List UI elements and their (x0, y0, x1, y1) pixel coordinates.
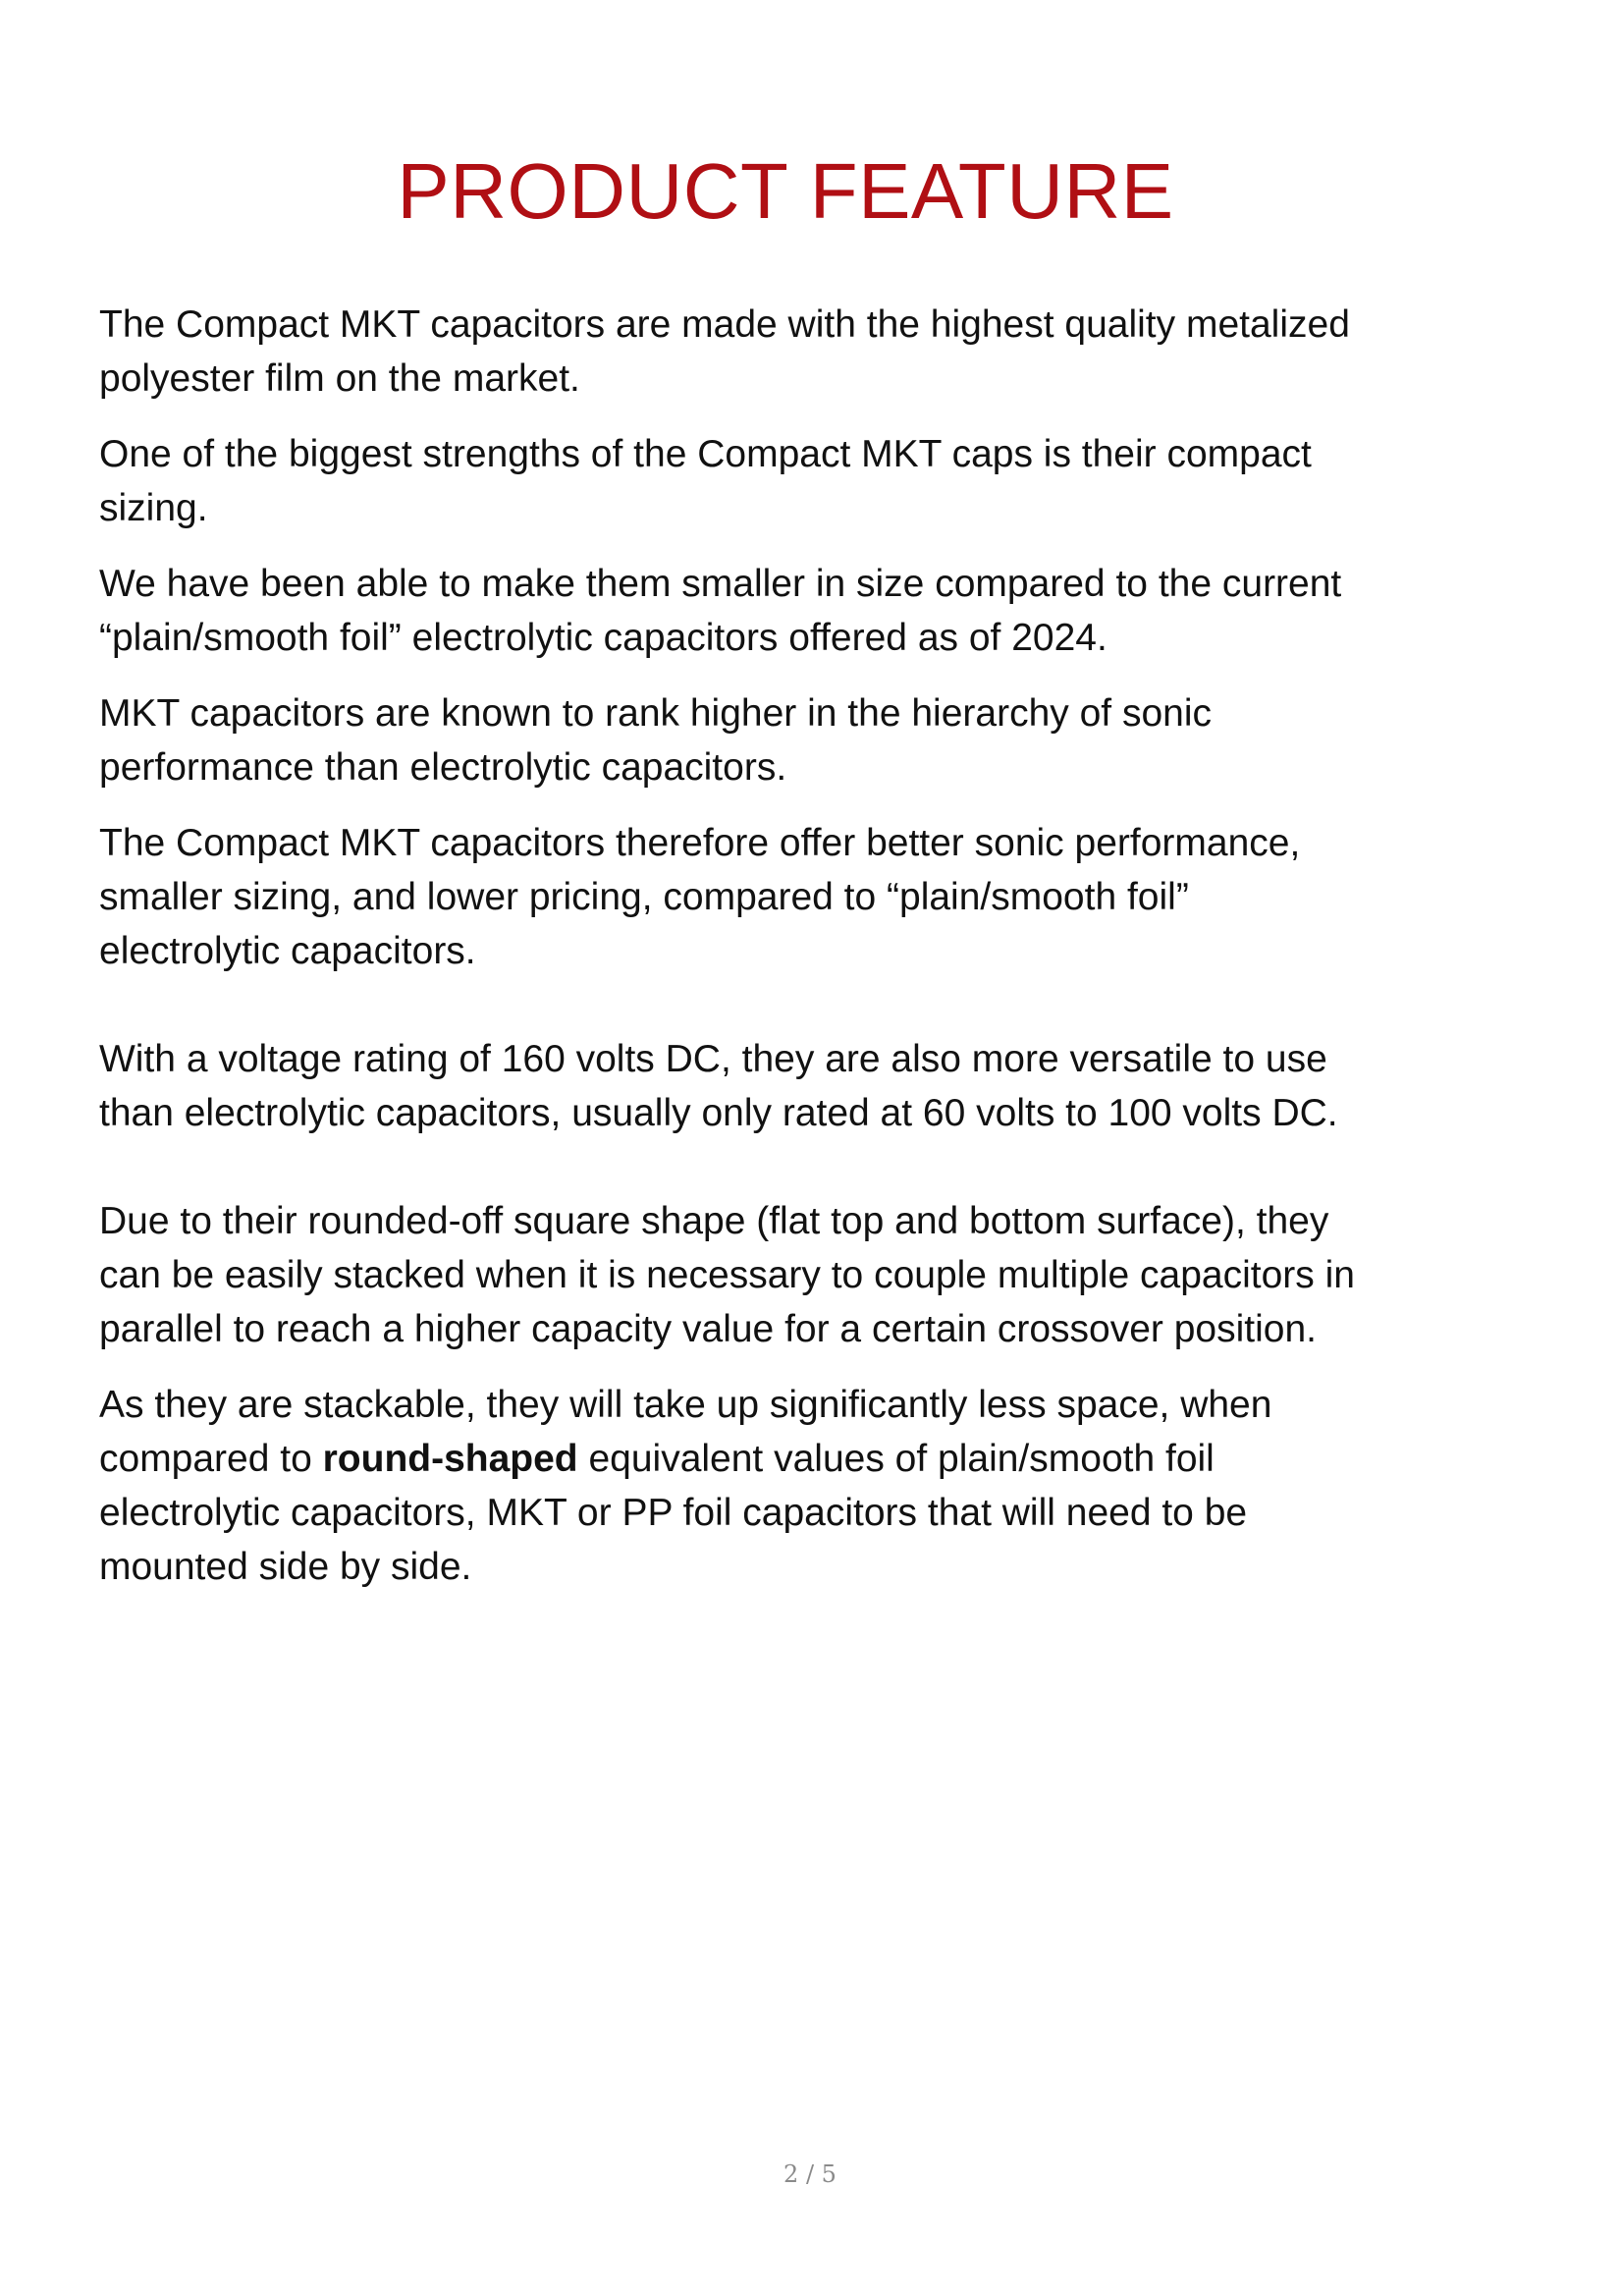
paragraph-line: can be easily stacked when it is necessary to couple multiple capacitors in (99, 1254, 1355, 1296)
paragraph-line: mounted side by side. (99, 1546, 472, 1588)
paragraph-text: compared to (99, 1438, 323, 1480)
paragraph-line: polyester film on the market. (99, 357, 580, 400)
paragraph-line: The Compact MKT capacitors therefore offer better sonic performance, (99, 822, 1301, 864)
paragraph-line: electrolytic capacitors, MKT or PP foil capacitors that will need to be (99, 1492, 1248, 1534)
paragraph-stacking-shape (99, 1194, 1474, 1356)
paragraph-smaller-size (99, 557, 1474, 665)
paragraph-line: electrolytic capacitors. (99, 930, 476, 972)
paragraph-line: One of the biggest strengths of the Compact MKT caps is their compact (99, 433, 1312, 475)
paragraph-better-performance (99, 816, 1474, 978)
paragraph-film-quality (99, 298, 1474, 406)
paragraph-line: sizing. (99, 487, 208, 529)
bold-emphasis: round-shaped (322, 1438, 578, 1480)
paragraph-space-saving (99, 1378, 1474, 1594)
paragraph-line: With a voltage rating of 160 volts DC, they are also more versatile to use (99, 1038, 1327, 1080)
page-number: 2 / 5 (783, 2160, 837, 2188)
paragraph-line: smaller sizing, and lower pricing, compared to “plain/smooth foil” (99, 876, 1189, 918)
paragraph-line: performance than electrolytic capacitors. (99, 746, 787, 789)
paragraph-line: parallel to reach a higher capacity value for a certain crossover position. (99, 1308, 1317, 1350)
page-title: PRODUCT FEATURE (397, 147, 1174, 235)
document-body (99, 298, 1474, 1615)
paragraph-line: The Compact MKT capacitors are made with the highest quality metalized (99, 303, 1350, 346)
paragraph-compact-sizing (99, 427, 1474, 535)
paragraph-text: equivalent values of plain/smooth foil (577, 1438, 1215, 1480)
paragraph-line: Due to their rounded-off square shape (flat top and bottom surface), they (99, 1200, 1329, 1242)
paragraph-line: MKT capacitors are known to rank higher in the hierarchy of sonic (99, 692, 1212, 735)
paragraph-line: “plain/smooth foil” electrolytic capacitors offered as of 2024. (99, 617, 1107, 659)
paragraph-voltage-rating (99, 1032, 1474, 1140)
paragraph-line: As they are stackable, they will take up significantly less space, when (99, 1384, 1272, 1426)
paragraph-sonic-hierarchy (99, 686, 1474, 794)
paragraph-line: than electrolytic capacitors, usually only rated at 60 volts to 100 volts DC. (99, 1092, 1338, 1134)
paragraph-line: We have been able to make them smaller in size compared to the current (99, 563, 1342, 605)
